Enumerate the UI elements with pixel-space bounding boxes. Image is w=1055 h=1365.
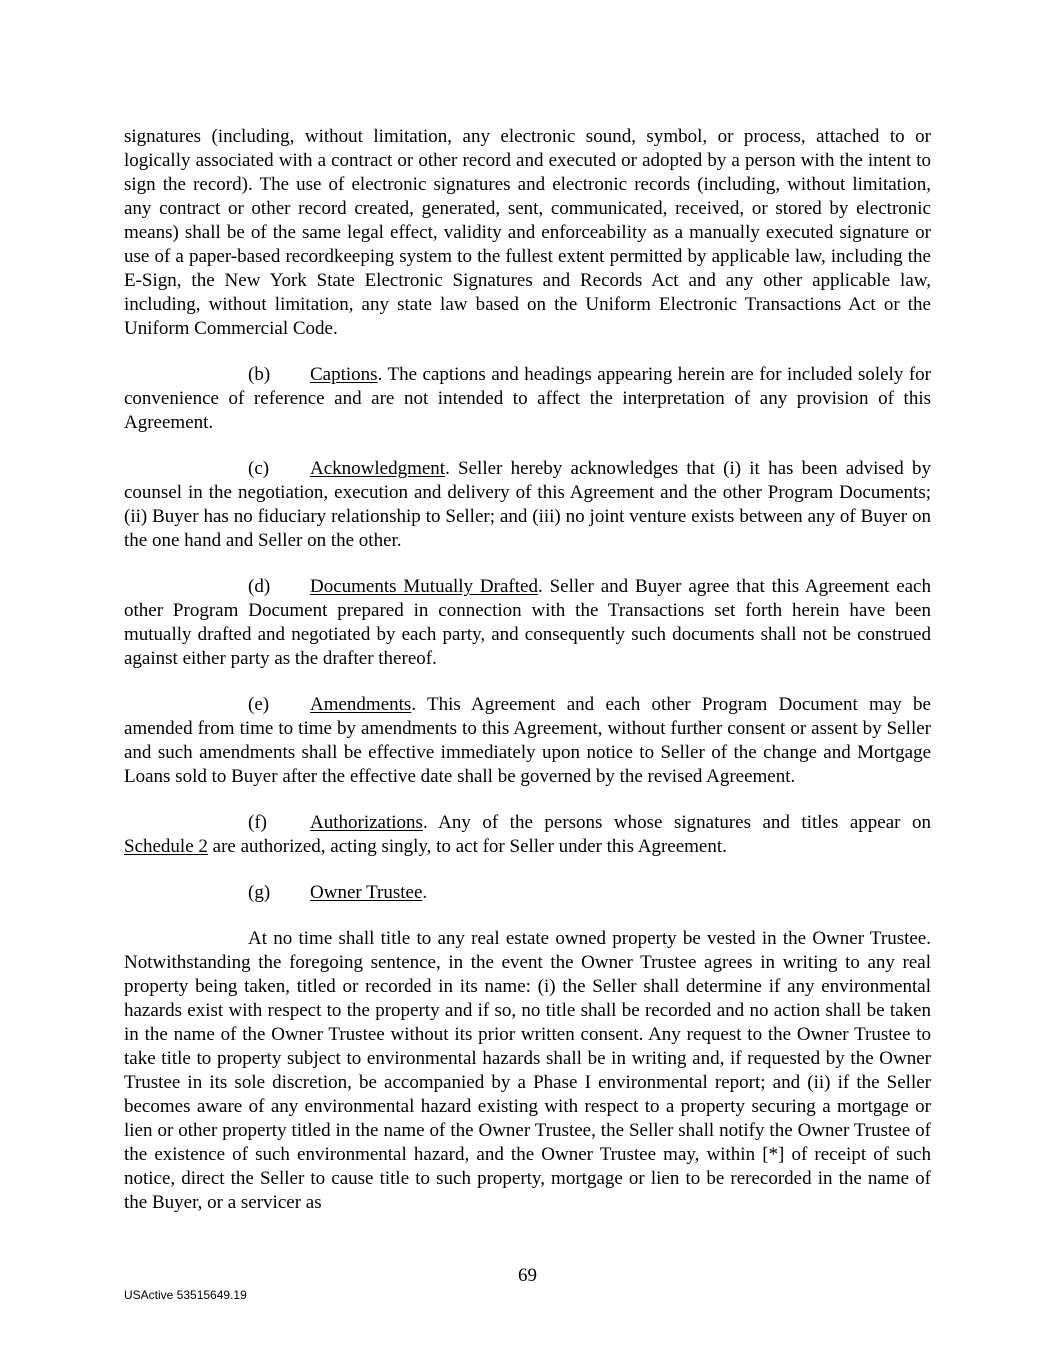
- section-c-acknowledgment: [124, 457, 931, 553]
- section-title: Acknowledgment: [310, 458, 446, 479]
- owner-trustee-paragraph: At no time shall title to any real estate owned property be vested in the Owner Trustee. Notwithstanding the foregoing sentence, in the event the Owner Trustee agrees in writing to any real property being taken, titled or recorded in its name: (i) the Seller shall determine if any environmental hazards exist with respect to the property and if so, no title shall be recorded and no action shall be taken in the name of the Owner Trustee without its prior written consent. Any request to the Owner Trustee to take title to property subject to environmental hazards shall be in writing and, if requested by the Owner Trustee in its sole discretion, be accompanied by a Phase I environmental report; and (ii) if the Seller becomes aware of any environmental hazard existing with respect to a property securing a mortgage or lien or other property titled in the name of the Owner Trustee, the Seller shall notify the Owner Trustee of the existence of such environmental hazard, and the Owner Trustee may, within [*] of receipt of such notice, direct the Seller to cause title to such property, mortgage or lien to be rerecorded in the name of the Buyer, or a servicer as: [124, 928, 931, 1213]
- schedule-2-reference: Schedule 2: [124, 836, 208, 857]
- document-body: [124, 125, 931, 1237]
- section-b-captions: [124, 363, 931, 435]
- section-number: (g): [248, 882, 271, 903]
- section-body: . Seller and Buyer agree that this Agreement each other Program Document prepared in connection with the Transactions set forth herein have been mutually drafted and negotiated by each party, and consequently such documents shall not be construed against either party as the drafter thereof.: [124, 576, 931, 669]
- section-f-authorizations: [124, 811, 931, 859]
- section-number: (c): [248, 458, 270, 479]
- section-body: . Seller hereby acknowledges that (i) it has been advised by counsel in the negotiation, execution and delivery of this Agreement and the other Program Documents; (ii) Buyer has no fiduciary relationship to Seller; and (iii) no joint venture exists between any of Buyer on the one hand and Seller on the other.: [124, 458, 931, 551]
- continuation-paragraph: signatures (including, without limitation, any electronic sound, symbol, or process, attached to or logically associated with a contract or other record and executed or adopted by a person with the intent to sign the record). The use of electronic signatures and electronic records (including, without limitation, any contract or other record created, generated, sent, communicated, received, or stored by electronic means) shall be of the same legal effect, validity and enforceability as a manually executed signature or use of a paper-based recordkeeping system to the fullest extent permitted by applicable law, including the E-Sign, the New York State Electronic Signatures and Records Act and any other applicable law, including, without limitation, any state law based on the Uniform Electronic Transactions Act or the Uniform Commercial Code.: [124, 126, 931, 339]
- section-body: . This Agreement and each other Program Document may be amended from time to time by amendments to this Agreement, without further consent or assent by Seller and such amendments shall be effective immediately upon notice to Seller of the change and Mortgage Loans sold to Buyer after the effective date shall be governed by the revised Agreement.: [124, 694, 931, 787]
- section-number: (d): [248, 576, 271, 597]
- document-id: USActive 53515649.19: [124, 1288, 247, 1302]
- page-number: 69: [518, 1265, 537, 1286]
- section-g-owner-trustee: [124, 881, 931, 905]
- section-number: (e): [248, 694, 270, 715]
- section-title: Amendments: [310, 694, 412, 715]
- section-body-continued: are authorized, acting singly, to act for Seller under this Agreement.: [207, 836, 727, 857]
- section-body: . Any of the persons whose signatures and titles appear on: [422, 812, 931, 833]
- section-body: . The captions and headings appearing herein are for included solely for convenience of reference and are not intended to affect the interpretation of any provision of this Agreement.: [124, 364, 931, 433]
- section-title: Captions: [310, 364, 378, 385]
- section-number: (b): [248, 364, 271, 385]
- section-title: Owner Trustee: [310, 882, 423, 903]
- section-body: .: [422, 882, 428, 903]
- section-title: Documents Mutually Drafted: [310, 576, 538, 597]
- section-number: (f): [248, 812, 267, 833]
- section-d-documents-mutually-drafted: [124, 575, 931, 671]
- section-e-amendments: [124, 693, 931, 789]
- section-title: Authorizations: [310, 812, 423, 833]
